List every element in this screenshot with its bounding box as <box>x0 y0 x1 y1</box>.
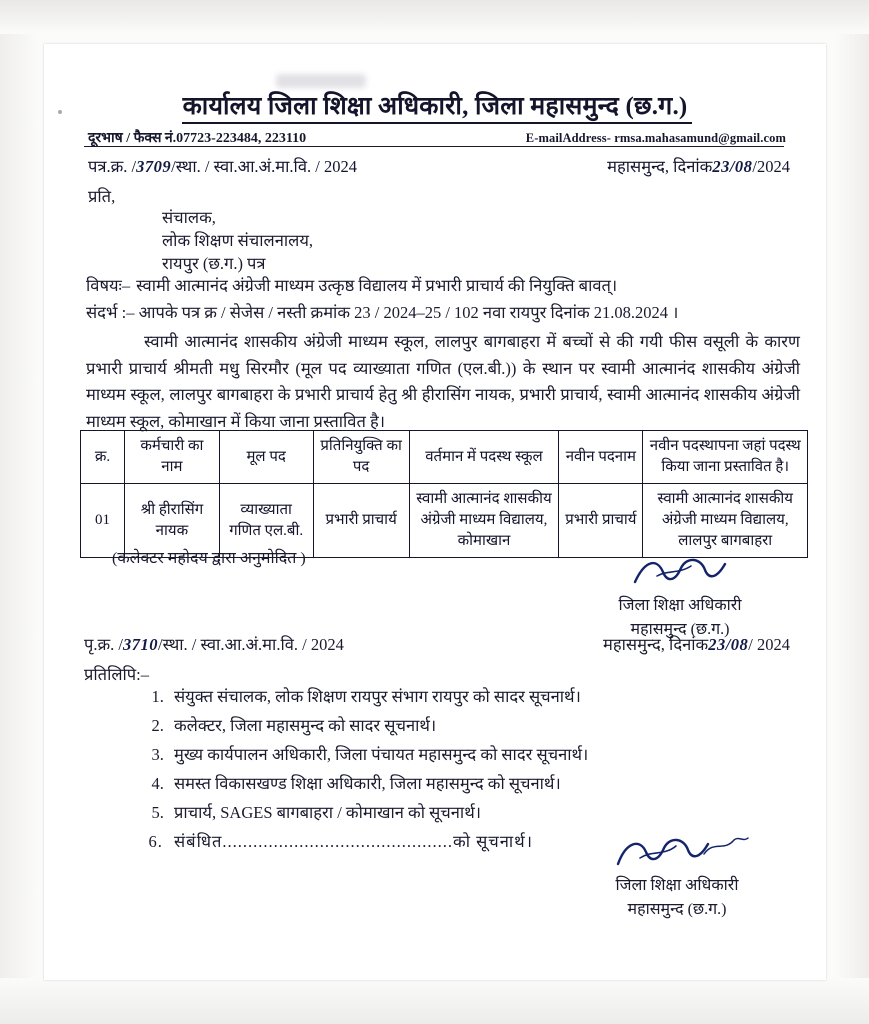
addressee-line-1: संचालक, <box>162 208 216 227</box>
letter-number-suffix: /स्था. / स्वा.आ.अं.मा.वि. / 2024 <box>171 157 357 176</box>
endorsement-place-label: महासमुन्द, दिनांक <box>603 635 709 654</box>
scan-edge-left <box>0 0 38 1024</box>
table-header-original-post: मूल पद <box>219 431 313 484</box>
table-header-employee-name: कर्मचारी का नाम <box>125 431 220 484</box>
approval-note: (कलेक्टर महोदय द्वारा अनुमोदित ) <box>112 550 306 567</box>
list-item: 1. संयुक्त संचालक, लोक शिक्षण रायपुर संभाग रायपुर को सादर सूचनार्थ। <box>168 682 588 711</box>
letter-date-group <box>607 154 790 177</box>
title-underline <box>182 122 692 124</box>
subject-line <box>86 273 786 296</box>
reference-line <box>86 300 786 323</box>
to-label: प्रति, <box>88 187 116 206</box>
letter-place-label: महासमुन्द, दिनांक <box>607 157 713 176</box>
list-item: 6. संबंधित.............................................को सूचनार्थ। <box>168 827 588 856</box>
endorsement-number-label: पृ.क्र. / <box>84 635 124 654</box>
signature-title-secondary: जिला शिक्षा अधिकारी <box>615 877 739 894</box>
signature-office-secondary: महासमुन्द (छ.ग.) <box>627 901 727 918</box>
signature-block-secondary <box>562 840 792 922</box>
endorsement-date-suffix: / 2024 <box>748 635 790 654</box>
scan-edge-right <box>835 0 869 1024</box>
phone-fax-text: दूरभाष / फैक्स नं.07723-223484, 223110 <box>88 131 307 146</box>
subject-text: स्वामी आत्मानंद अंग्रेजी माध्यम उत्कृष्ठ विद्यालय में प्रभारी प्राचार्य की नियुक्ति बावत्। <box>136 276 618 295</box>
contact-row <box>88 128 786 147</box>
signature-scribble-icon <box>562 840 792 874</box>
scan-smudge <box>276 74 366 88</box>
list-item: 5. प्राचार्य, SAGES बागबाहरा / कोमाखान को सूचनार्थ। <box>168 798 588 827</box>
table-header-sn: क्र. <box>81 431 125 484</box>
scan-edge-top <box>0 0 869 34</box>
cell-deputation-post: प्रभारी प्राचार्य <box>313 484 409 558</box>
reference-text: आपके पत्र क्र / सेजेस / नस्ती क्रमांक 23 / 2024–25 / 102 नवा रायपुर दिनांक 21.08.2024 । <box>138 303 679 322</box>
transfer-details-table <box>80 430 808 558</box>
endorsement-date-group <box>603 632 790 655</box>
table-header-new-designation: नवीन पदनाम <box>559 431 643 484</box>
endorsement-date-value: 23/08 <box>708 635 749 654</box>
scan-edge-bottom <box>0 978 869 1024</box>
letter-date-suffix: /2024 <box>752 157 790 176</box>
list-item: 3. मुख्य कार्यपालन अधिकारी, जिला पंचायत महासमुन्द को सादर सूचनार्थ। <box>168 740 588 769</box>
copy-to-label: प्रतिलिपि:– <box>84 665 150 684</box>
copy-to-list <box>140 682 588 856</box>
cell-current-school: स्वामी आत्मानंद शासकीय अंग्रेजी माध्यम विद्यालय, कोमाखान <box>409 484 559 558</box>
signature-title-primary: जिला शिक्षा अधिकारी <box>618 597 742 614</box>
letter-date-value: 23/08 <box>712 157 753 176</box>
table-header-new-posting: नवीन पदस्थापना जहां पदस्थ किया जाना प्रस्तावित है। <box>643 431 808 484</box>
addressee-block <box>162 206 313 275</box>
cell-original-post: व्याख्याता गणित एल.बी. <box>219 484 313 558</box>
cell-employee-name: श्री हीरासिंग नायक <box>125 484 220 558</box>
table-header-current-school: वर्तमान में पदस्थ स्कूल <box>409 431 559 484</box>
reference-label: संदर्भ :– <box>86 303 135 322</box>
page-title: कार्यालय जिला शिक्षा अधिकारी, जिला महासमुन्द (छ.ग.) <box>182 93 688 120</box>
subject-label: विषयः– <box>86 276 131 295</box>
letter-sheet <box>44 44 826 980</box>
email-address-text: E-mailAddress- rmsa.mahasamund@gmail.com <box>525 131 786 145</box>
endorsement-reference-row <box>84 632 790 655</box>
table-header-row <box>81 431 808 484</box>
endorsement-number-value: 3710 <box>123 635 159 654</box>
endorsement-number-suffix: /स्था. / स्वा.आ.अं.मा.वि. / 2024 <box>158 635 344 654</box>
list-item: 2. कलेक्टर, जिला महासमुन्द को सादर सूचनार्थ। <box>168 711 588 740</box>
addressee-line-3: रायपुर (छ.ग.) पत्र <box>162 254 266 273</box>
endorsement-number-group <box>84 632 344 655</box>
list-item: 4. समस्त विकासखण्ड शिक्षा अधिकारी, जिला महासमुन्द को सूचनार्थ। <box>168 769 588 798</box>
letter-number-group <box>88 154 357 177</box>
signature-block-primary <box>570 560 790 642</box>
letter-number-label: पत्र.क्र. / <box>88 157 137 176</box>
table-header-deputation-post: प्रतिनियुक्ति का पद <box>313 431 409 484</box>
cell-new-designation: प्रभारी प्राचार्य <box>559 484 643 558</box>
addressee-line-2: लोक शिक्षण संचालनालय, <box>162 231 314 250</box>
signature-office-primary: महासमुन्द (छ.ग.) <box>630 621 730 638</box>
cell-new-posting: स्वामी आत्मानंद शासकीय अंग्रेजी माध्यम विद्यालय, लालपुर बागबाहरा <box>643 484 808 558</box>
body-paragraph: स्वामी आत्मानंद शासकीय अंग्रेजी माध्यम स्कूल, लालपुर बागबाहरा में बच्चों से की गयी फीस वसूली के कारण प्रभारी प्राचार्य श्रीमती मधु सिरमौर (मूल पद व्याख्याता गणित (एल.बी.)) के स्थान पर स्वामी आत्मानंद शासकीय अंग्रेजी माध्यम स्कूल, लालपुर बागबाहरा के प्रभारी प्राचार्य हेतु श्री हीरासिंग नायक, प्रभारी प्राचार्य, स्वामी आत्मानंद शासकीय अंग्रेजी माध्यम स्कूल, कोमाखान में किया जाना प्रस्तावित है। <box>86 332 800 431</box>
header-divider <box>84 146 784 147</box>
letter-reference-row <box>88 154 790 177</box>
cell-sn: 01 <box>81 484 125 558</box>
letter-number-value: 3709 <box>136 157 172 176</box>
signature-scribble-icon <box>570 560 790 594</box>
